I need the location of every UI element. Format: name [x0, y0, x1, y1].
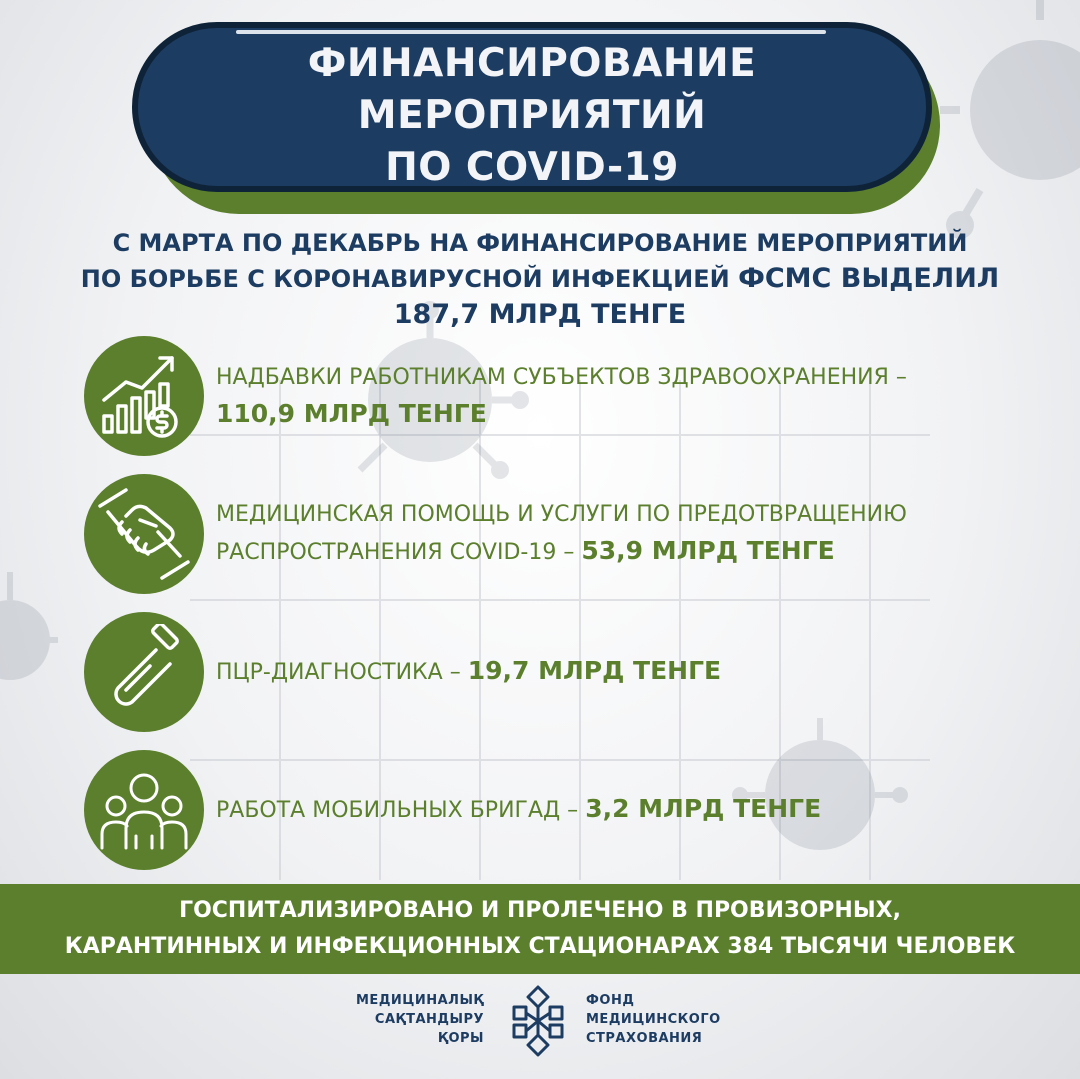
item-icon-circle — [84, 336, 204, 456]
title-line-2: ПО COVID-19 — [385, 145, 679, 190]
intro-line-2-prefix: ПО БОРЬБЕ С КОРОНАВИРУСНОЙ ИНФЕКЦИЕЙ — [80, 265, 730, 293]
title-banner — [132, 22, 932, 192]
item-label-line-2 — [216, 533, 907, 571]
logo-kz-line-1: МЕДИЦИНАЛЫҚ — [356, 993, 484, 1008]
item-label: НАДБАВКИ РАБОТНИКАМ СУБЪЕКТОВ ЗДРАВООХРАНЕНИЯ – — [216, 365, 907, 390]
list-item — [84, 612, 721, 732]
logo-kz-line-2: САҚТАНДЫРУ — [374, 1012, 484, 1027]
item-text — [216, 791, 821, 829]
intro-line-2 — [60, 261, 1020, 297]
logo-ru-line-3: СТРАХОВАНИЯ — [586, 1031, 703, 1046]
intro-line-2-emphasis: ФСМС ВЫДЕЛИЛ — [738, 263, 1000, 294]
header-highlight-line — [236, 30, 826, 34]
people-group-icon — [96, 762, 192, 858]
intro-text — [60, 226, 1020, 332]
logo-ru-line-1: ФОНД — [586, 993, 635, 1008]
fund-logo-icon — [500, 985, 576, 1057]
item-text — [216, 653, 721, 691]
summary-line-2: КАРАНТИННЫХ И ИНФЕКЦИОННЫХ СТАЦИОНАРАХ 384 ТЫСЯЧИ ЧЕЛОВЕК — [64, 934, 1016, 959]
footer-logo — [0, 985, 1080, 1055]
virus-decoration-icon — [0, 560, 60, 720]
item-label: РАБОТА МОБИЛЬНЫХ БРИГАД – — [216, 798, 579, 823]
item-label: ПЦР-ДИАГНОСТИКА – — [216, 660, 461, 685]
logo-text-ru — [586, 991, 721, 1048]
item-label: РАСПРОСТРАНЕНИЯ COVID-19 – — [216, 540, 575, 565]
logo-kz-line-3: ҚОРЫ — [437, 1031, 484, 1046]
virus-decoration-icon — [940, 0, 1080, 260]
item-value: 53,9 МЛРД ТЕНГЕ — [581, 536, 835, 565]
item-value: 3,2 МЛРД ТЕНГЕ — [585, 794, 822, 823]
item-label: МЕДИЦИНСКАЯ ПОМОЩЬ И УСЛУГИ ПО ПРЕДОТВРАЩЕНИЮ — [216, 502, 907, 527]
item-icon-circle — [84, 612, 204, 732]
growth-chart-dollar-icon — [96, 348, 192, 444]
logo-text-kz — [356, 991, 484, 1048]
item-value: 19,7 МЛРД ТЕНГЕ — [467, 656, 722, 685]
handshake-icon — [96, 486, 192, 582]
list-item — [84, 750, 821, 870]
page-title — [138, 38, 926, 194]
list-item — [84, 336, 907, 456]
intro-total: 187,7 МЛРД ТЕНГЕ — [393, 299, 687, 330]
item-icon-circle — [84, 474, 204, 594]
summary-line-1: ГОСПИТАЛИЗИРОВАНО И ПРОЛЕЧЕНО В ПРОВИЗОРНЫХ, — [179, 898, 901, 923]
logo-ru-line-2: МЕДИЦИНСКОГО — [586, 1012, 721, 1027]
item-text — [216, 360, 907, 432]
item-icon-circle — [84, 750, 204, 870]
list-item — [84, 474, 907, 594]
title-line-1: ФИНАНСИРОВАНИЕ МЕРОПРИЯТИЙ — [307, 41, 757, 138]
item-value: 110,9 МЛРД ТЕНГЕ — [216, 399, 487, 428]
intro-line-1: С МАРТА ПО ДЕКАБРЬ НА ФИНАНСИРОВАНИЕ МЕРОПРИЯТИЙ — [112, 229, 968, 257]
test-tube-icon — [96, 624, 192, 720]
item-text — [216, 497, 907, 571]
summary-band — [0, 884, 1080, 974]
